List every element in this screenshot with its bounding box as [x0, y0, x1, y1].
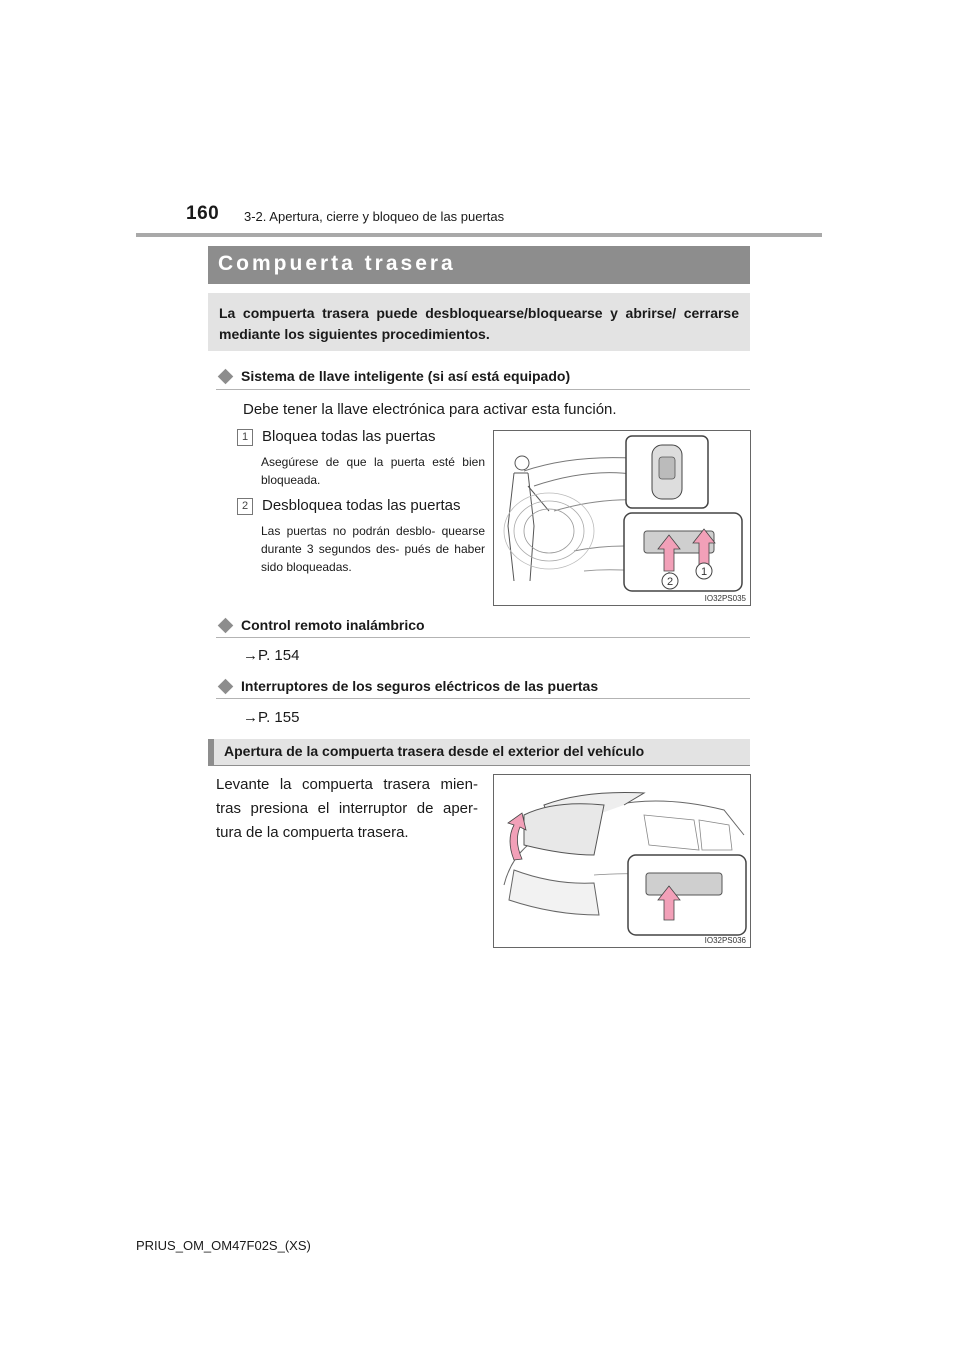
exterior-heading: Apertura de la compuerta trasera desde el exterior del vehículo [224, 743, 645, 759]
header-rule [136, 233, 822, 237]
callout-2: 2 [666, 576, 674, 588]
remote-heading-text: Control remoto inalámbrico [241, 617, 425, 633]
smart-key-illustration [494, 431, 750, 605]
item-1-number: 1 [237, 429, 253, 446]
item-2 [237, 497, 460, 515]
intro-text: La compuerta trasera puede desbloquearse/bloquearse y abrirse/ cerrarse mediante los siguientes procedimientos. [219, 305, 739, 342]
tailgate-illustration [494, 775, 750, 947]
page-title-bar [208, 246, 750, 284]
remote-ref[interactable] [243, 647, 299, 664]
power-locks-heading-text: Interruptores de los seguros eléctricos de las puertas [241, 678, 599, 694]
figure-1-label: IO32PS035 [704, 594, 746, 603]
power-locks-ref-text: P. 155 [258, 709, 300, 726]
smart-key-text: Debe tener la llave electrónica para activar esta función. [243, 401, 617, 418]
exterior-rule [208, 765, 750, 766]
exterior-heading-bar [208, 739, 750, 765]
exterior-text: Levante la compuerta trasera mien- tras presiona el interruptor de aper- tura de la compuerta trasera. [216, 776, 478, 841]
diamond-icon [218, 617, 234, 633]
smart-key-heading-text: Sistema de llave inteligente (si así está equipado) [241, 368, 571, 384]
power-locks-ref[interactable] [243, 709, 299, 726]
remote-heading [218, 617, 425, 633]
page-title: Compuerta trasera [218, 252, 456, 275]
exterior-figure [493, 774, 751, 948]
remote-ref-text: P. 154 [258, 647, 300, 664]
smart-key-heading [218, 368, 570, 384]
item-2-note: Las puertas no podrán desblo- quearse durante 3 segundos des- pués de haber sido bloqueadas. [261, 524, 485, 574]
power-locks-rule [216, 698, 750, 699]
item-1-note: Asegúrese de que la puerta esté bien bloqueada. [261, 455, 485, 487]
page-number: 160 [186, 203, 220, 224]
footer-doc-id: PRIUS_OM_OM47F02S_(XS) [136, 1238, 311, 1253]
remote-rule [216, 637, 750, 638]
arrow-icon: → [243, 647, 258, 664]
chapter-title: 3-2. Apertura, cierre y bloqueo de las puertas [244, 209, 505, 224]
figure-2-label: IO32PS036 [704, 936, 746, 945]
intro-box [208, 293, 750, 351]
power-locks-heading [218, 678, 598, 694]
item-2-number: 2 [237, 498, 253, 515]
callout-1: 1 [700, 566, 708, 578]
item-1 [237, 428, 435, 446]
item-2-label: Desbloquea todas las puertas [262, 497, 461, 514]
smart-key-rule [216, 389, 750, 390]
diamond-icon [218, 678, 234, 694]
smart-key-figure [493, 430, 751, 606]
arrow-icon: → [243, 709, 258, 726]
item-1-label: Bloquea todas las puertas [262, 428, 436, 445]
diamond-icon [218, 368, 234, 384]
